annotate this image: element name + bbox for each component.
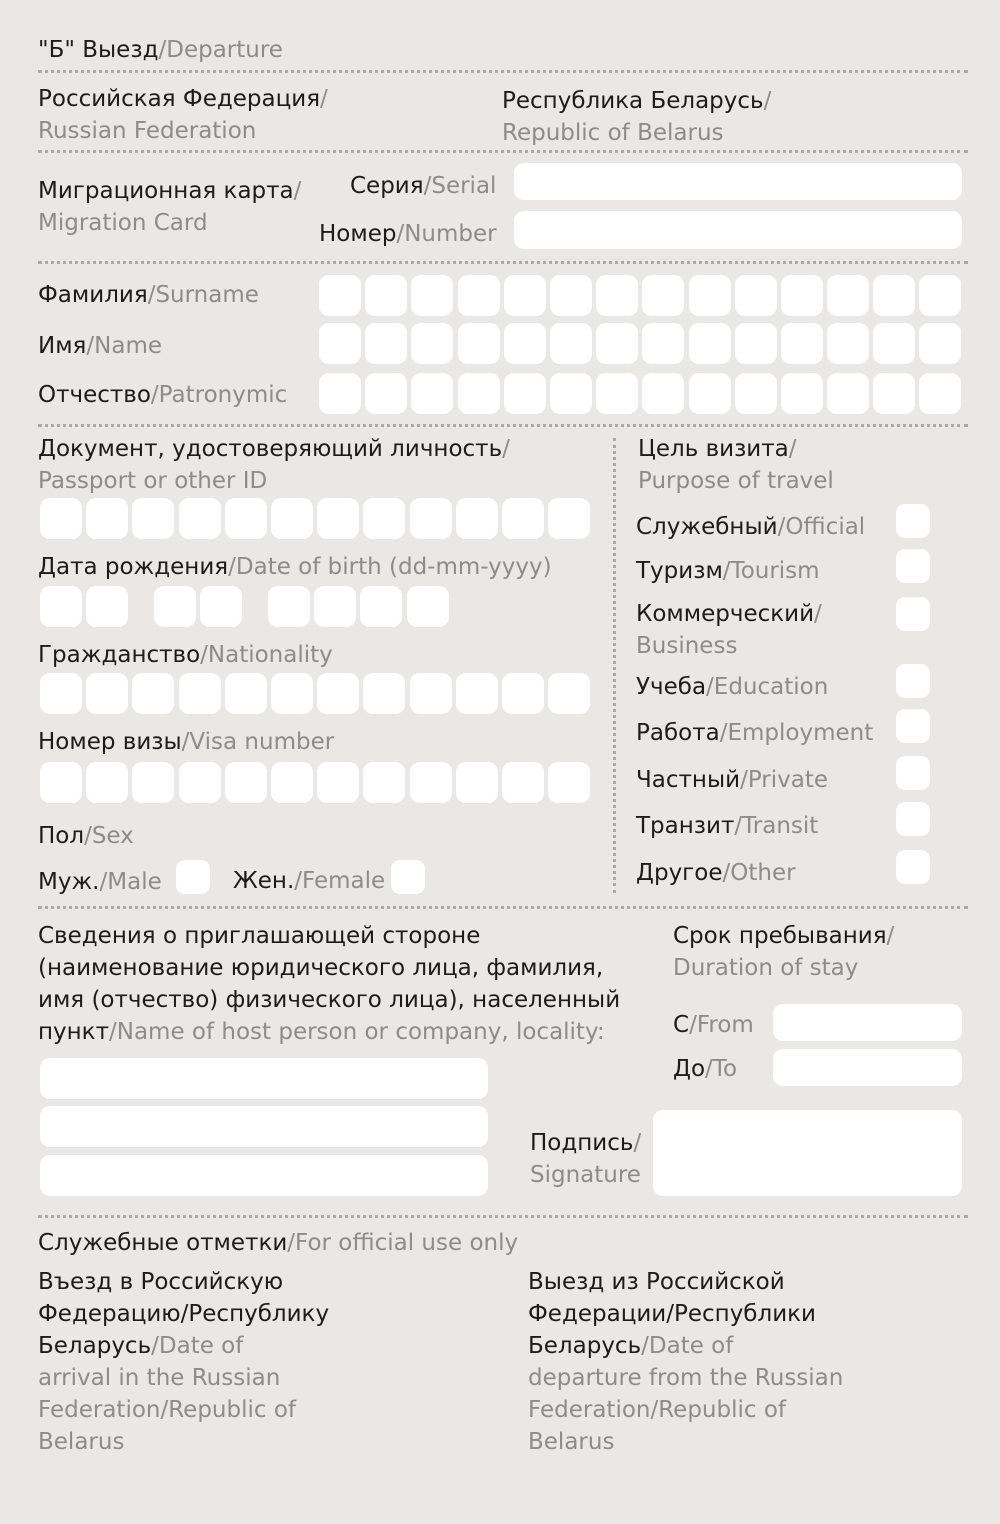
- divider: [38, 424, 968, 427]
- char-cell[interactable]: [548, 498, 590, 539]
- char-cell[interactable]: [642, 323, 684, 364]
- visa-cells[interactable]: [40, 762, 594, 803]
- name-label: Имя/Name: [38, 333, 163, 359]
- host-line-1: Сведения о приглашающей стороне: [38, 923, 481, 949]
- char-cell[interactable]: [919, 323, 961, 364]
- char-cell[interactable]: [86, 673, 128, 714]
- stay-title: Срок пребывания/ Duration of stay: [673, 920, 894, 984]
- stay-to-label: До/To: [673, 1056, 738, 1082]
- char-cell[interactable]: [456, 673, 498, 714]
- char-cell[interactable]: [40, 762, 82, 803]
- char-cell[interactable]: [550, 323, 592, 364]
- char-cell[interactable]: [548, 762, 590, 803]
- surname-en: Surname: [155, 282, 259, 308]
- char-cell[interactable]: [86, 498, 128, 539]
- purpose-education-ru: Учеба: [636, 674, 707, 700]
- departure-en-3: Federation/Republic of: [528, 1397, 787, 1423]
- surname-ru: Фамилия: [38, 282, 148, 308]
- signature-en: Signature: [530, 1162, 641, 1188]
- nationality-cells[interactable]: [40, 673, 594, 714]
- purpose-ru: Цель визита: [638, 436, 789, 462]
- char-cell[interactable]: [179, 498, 221, 539]
- male-label: Муж./Male: [38, 869, 162, 895]
- char-cell[interactable]: [179, 762, 221, 803]
- char-cell[interactable]: [827, 323, 869, 364]
- char-cell[interactable]: [86, 762, 128, 803]
- arrival-en-4: Belarus: [38, 1429, 125, 1455]
- char-cell[interactable]: [827, 275, 869, 316]
- arrival-ru-1: Въезд в Российскую: [38, 1269, 284, 1295]
- char-cell[interactable]: [873, 323, 915, 364]
- departure-en-4: Belarus: [528, 1429, 615, 1455]
- divider: [38, 1215, 968, 1218]
- departure-en-1: Date of: [648, 1333, 734, 1359]
- departure-ru-1: Выезд из Российской: [528, 1269, 785, 1295]
- char-cell[interactable]: [502, 762, 544, 803]
- char-cell[interactable]: [317, 762, 359, 803]
- char-cell[interactable]: [365, 275, 407, 316]
- arrival-en-1: Date of: [158, 1333, 244, 1359]
- char-cell[interactable]: [735, 373, 777, 414]
- number-en: Number: [404, 221, 497, 247]
- to-ru: До: [673, 1056, 706, 1082]
- serial-en: Serial: [431, 173, 497, 199]
- country-left: Российская Федерация/ Russian Federation: [38, 83, 328, 147]
- departure-stamp-label: Выезд из Российской Федерации/Республики Беларусь/Date of departure from the Russian Federation/Republic of Belarus: [528, 1266, 868, 1458]
- id-en: Passport or other ID: [38, 468, 268, 494]
- purpose-employment-checkbox[interactable]: [896, 709, 930, 743]
- dob-ru: Дата рождения: [38, 554, 229, 580]
- serial-ru: Серия: [350, 173, 424, 199]
- char-cell[interactable]: [689, 275, 731, 316]
- name-ru: Имя: [38, 333, 87, 359]
- char-cell[interactable]: [411, 323, 453, 364]
- char-cell[interactable]: [689, 373, 731, 414]
- char-cell[interactable]: [225, 498, 267, 539]
- name-cells[interactable]: [319, 323, 966, 364]
- dob-label: Дата рождения/Date of birth (dd-mm-yyyy): [38, 554, 552, 580]
- char-cell[interactable]: [502, 498, 544, 539]
- char-cell[interactable]: [410, 498, 452, 539]
- purpose-other-en: Other: [730, 860, 796, 886]
- purpose-tourism: Туризм/Tourism: [636, 558, 820, 584]
- purpose-employment-en: Employment: [727, 720, 874, 746]
- char-cell[interactable]: [363, 673, 405, 714]
- migration-card-label: Миграционная карта/ Migration Card: [38, 175, 301, 239]
- char-cell[interactable]: [781, 275, 823, 316]
- char-cell[interactable]: [360, 586, 402, 627]
- id-cells[interactable]: [40, 498, 594, 539]
- host-input-1[interactable]: [40, 1058, 488, 1099]
- purpose-employment-ru: Работа: [636, 720, 720, 746]
- char-cell[interactable]: [458, 323, 500, 364]
- purpose-private: Частный/Private: [636, 767, 828, 793]
- char-cell[interactable]: [919, 373, 961, 414]
- from-ru: С: [673, 1012, 690, 1038]
- arrival-stamp-label: Въезд в Российскую Федерацию/Республику Беларусь/Date of arrival in the Russian Federation/Republic of Belarus: [38, 1266, 368, 1458]
- departure-en-2: departure from the Russian: [528, 1365, 844, 1391]
- char-cell[interactable]: [456, 762, 498, 803]
- surname-cells[interactable]: [319, 275, 966, 316]
- purpose-education-en: Education: [713, 674, 829, 700]
- char-cell[interactable]: [40, 673, 82, 714]
- arrival-en-3: Federation/Republic of: [38, 1397, 297, 1423]
- char-cell[interactable]: [550, 373, 592, 414]
- number-ru: Номер: [319, 221, 397, 247]
- char-cell[interactable]: [200, 586, 242, 627]
- char-cell[interactable]: [319, 275, 361, 316]
- char-cell[interactable]: [502, 673, 544, 714]
- serial-label: Серия/Serial: [350, 173, 497, 199]
- char-cell[interactable]: [411, 275, 453, 316]
- migration-card-en: Migration Card: [38, 210, 208, 236]
- char-cell[interactable]: [504, 275, 546, 316]
- purpose-employment: Работа/Employment: [636, 720, 874, 746]
- purpose-business-checkbox[interactable]: [896, 597, 930, 631]
- purpose-title: Цель визита/ Purpose of travel: [638, 433, 834, 497]
- female-en: Female: [302, 868, 386, 894]
- char-cell[interactable]: [40, 586, 82, 627]
- stay-from-label: С/From: [673, 1012, 754, 1038]
- official-en: For official use only: [295, 1230, 519, 1256]
- purpose-education: Учеба/Education: [636, 674, 829, 700]
- purpose-transit: Транзит/Transit: [636, 813, 819, 839]
- char-cell[interactable]: [317, 498, 359, 539]
- nationality-ru: Гражданство: [38, 642, 201, 668]
- char-cell[interactable]: [154, 586, 196, 627]
- char-cell[interactable]: [271, 762, 313, 803]
- purpose-private-en: Private: [747, 767, 828, 793]
- number-label: Номер/Number: [319, 221, 497, 247]
- title-ru: "Б" Выезд: [38, 37, 159, 63]
- char-cell[interactable]: [271, 673, 313, 714]
- male-checkbox[interactable]: [176, 860, 210, 894]
- divider: [38, 70, 968, 73]
- char-cell[interactable]: [314, 586, 356, 627]
- dob-year-cells[interactable]: [268, 586, 453, 627]
- host-input-3[interactable]: [40, 1155, 488, 1196]
- char-cell[interactable]: [642, 373, 684, 414]
- departure-ru-3: Беларусь: [528, 1333, 642, 1359]
- visa-label: Номер визы/Visa number: [38, 729, 335, 755]
- divider: [38, 906, 968, 909]
- char-cell[interactable]: [873, 373, 915, 414]
- purpose-business-ru: Коммерческий: [636, 601, 815, 627]
- stay-from-input[interactable]: [773, 1004, 962, 1041]
- char-cell[interactable]: [407, 586, 449, 627]
- to-en: To: [712, 1056, 738, 1082]
- char-cell[interactable]: [132, 498, 174, 539]
- number-input[interactable]: [514, 211, 962, 249]
- char-cell[interactable]: [458, 275, 500, 316]
- official-ru: Служебные отметки: [38, 1230, 288, 1256]
- char-cell[interactable]: [410, 762, 452, 803]
- purpose-business-en: Business: [636, 633, 738, 659]
- char-cell[interactable]: [132, 762, 174, 803]
- char-cell[interactable]: [458, 373, 500, 414]
- dob-en: Date of birth (dd-mm-yyyy): [235, 554, 552, 580]
- purpose-official-checkbox[interactable]: [896, 504, 930, 538]
- arrival-ru-2: Федерацию/Республику: [38, 1301, 330, 1327]
- country-right: Республика Беларусь/ Republic of Belarus: [502, 85, 771, 149]
- char-cell[interactable]: [504, 373, 546, 414]
- purpose-official: Служебный/Official: [636, 514, 866, 540]
- title-en: Departure: [166, 37, 283, 63]
- host-line-3: имя (отчество) физического лица), населенный: [38, 987, 621, 1013]
- char-cell[interactable]: [596, 275, 638, 316]
- patronymic-ru: Отчество: [38, 382, 151, 408]
- visa-en: Visa number: [189, 729, 335, 755]
- sex-label: Пол/Sex: [38, 823, 134, 849]
- host-line-4-ru: пункт: [38, 1019, 109, 1045]
- host-input-2[interactable]: [40, 1106, 488, 1147]
- char-cell[interactable]: [268, 586, 310, 627]
- purpose-transit-checkbox[interactable]: [896, 802, 930, 836]
- male-en: Male: [107, 869, 162, 895]
- signature-ru: Подпись: [530, 1130, 634, 1156]
- char-cell[interactable]: [319, 373, 361, 414]
- purpose-other-ru: Другое: [636, 860, 723, 886]
- from-en: From: [696, 1012, 754, 1038]
- char-cell[interactable]: [317, 673, 359, 714]
- char-cell[interactable]: [225, 673, 267, 714]
- female-label: Жен./Female: [233, 868, 386, 894]
- column-divider: [613, 438, 616, 893]
- official-title: Служебные отметки/For official use only: [38, 1230, 519, 1256]
- id-ru: Документ, удостоверяющий личность: [38, 436, 503, 462]
- char-cell[interactable]: [410, 673, 452, 714]
- female-checkbox[interactable]: [391, 860, 425, 894]
- char-cell[interactable]: [596, 323, 638, 364]
- char-cell[interactable]: [363, 498, 405, 539]
- char-cell[interactable]: [319, 323, 361, 364]
- char-cell[interactable]: [781, 323, 823, 364]
- nationality-label: Гражданство/Nationality: [38, 642, 333, 668]
- purpose-transit-ru: Транзит: [636, 813, 735, 839]
- char-cell[interactable]: [363, 762, 405, 803]
- nationality-en: Nationality: [207, 642, 333, 668]
- id-label: Документ, удостоверяющий личность/ Passport or other ID: [38, 433, 510, 497]
- patronymic-label: Отчество/Patronymic: [38, 382, 288, 408]
- dob-month-cells[interactable]: [154, 586, 246, 627]
- surname-label: Фамилия/Surname: [38, 282, 259, 308]
- char-cell[interactable]: [873, 275, 915, 316]
- arrival-en-2: arrival in the Russian: [38, 1365, 281, 1391]
- female-ru: Жен.: [233, 868, 295, 894]
- country-right-en: Republic of Belarus: [502, 120, 724, 146]
- char-cell[interactable]: [365, 323, 407, 364]
- char-cell[interactable]: [735, 323, 777, 364]
- char-cell[interactable]: [411, 373, 453, 414]
- char-cell[interactable]: [225, 762, 267, 803]
- char-cell[interactable]: [689, 323, 731, 364]
- stay-ru: Срок пребывания: [673, 923, 887, 949]
- host-label: Сведения о приглашающей стороне (наименование юридического лица, фамилия, имя (отчество) физического лица), населенный пункт/Name of host person or company, locality:: [38, 920, 638, 1048]
- host-line-2: (наименование юридического лица, фамилия,: [38, 955, 604, 981]
- dob-day-cells[interactable]: [40, 586, 132, 627]
- signature-field[interactable]: [653, 1110, 962, 1196]
- char-cell[interactable]: [596, 373, 638, 414]
- purpose-official-ru: Служебный: [636, 514, 778, 540]
- purpose-private-checkbox[interactable]: [896, 756, 930, 790]
- patronymic-en: Patronymic: [158, 382, 288, 408]
- purpose-other: Другое/Other: [636, 860, 796, 886]
- char-cell[interactable]: [642, 275, 684, 316]
- char-cell[interactable]: [271, 498, 313, 539]
- char-cell[interactable]: [781, 373, 823, 414]
- char-cell[interactable]: [86, 586, 128, 627]
- purpose-tourism-ru: Туризм: [636, 558, 723, 584]
- char-cell[interactable]: [735, 275, 777, 316]
- stay-to-input[interactable]: [773, 1049, 962, 1086]
- char-cell[interactable]: [548, 673, 590, 714]
- stay-en: Duration of stay: [673, 955, 859, 981]
- sex-en: Sex: [91, 823, 134, 849]
- char-cell[interactable]: [504, 323, 546, 364]
- visa-ru: Номер визы: [38, 729, 182, 755]
- divider: [38, 261, 968, 264]
- sex-ru: Пол: [38, 823, 85, 849]
- purpose-other-checkbox[interactable]: [896, 850, 930, 884]
- char-cell[interactable]: [179, 673, 221, 714]
- char-cell[interactable]: [132, 673, 174, 714]
- purpose-transit-en: Transit: [742, 813, 819, 839]
- purpose-education-checkbox[interactable]: [896, 664, 930, 698]
- purpose-en: Purpose of travel: [638, 468, 834, 494]
- divider: [38, 150, 968, 153]
- signature-label: Подпись/ Signature: [530, 1127, 641, 1191]
- country-right-ru: Республика Беларусь: [502, 88, 764, 114]
- char-cell[interactable]: [827, 373, 869, 414]
- char-cell[interactable]: [456, 498, 498, 539]
- purpose-tourism-en: Tourism: [730, 558, 820, 584]
- arrival-ru-3: Беларусь: [38, 1333, 152, 1359]
- host-line-4-en: Name of host person or company, locality:: [116, 1019, 605, 1045]
- char-cell[interactable]: [365, 373, 407, 414]
- form-title: "Б" Выезд/Departure: [38, 37, 283, 63]
- country-left-en: Russian Federation: [38, 118, 257, 144]
- migration-card-ru: Миграционная карта: [38, 178, 294, 204]
- purpose-business: Коммерческий/ Business: [636, 598, 822, 662]
- char-cell[interactable]: [550, 275, 592, 316]
- purpose-official-en: Official: [785, 514, 866, 540]
- serial-input[interactable]: [514, 163, 962, 200]
- patronymic-cells[interactable]: [319, 373, 966, 414]
- country-left-ru: Российская Федерация: [38, 86, 321, 112]
- male-ru: Муж.: [38, 869, 100, 895]
- purpose-private-ru: Частный: [636, 767, 741, 793]
- char-cell[interactable]: [40, 498, 82, 539]
- purpose-tourism-checkbox[interactable]: [896, 549, 930, 583]
- name-en: Name: [94, 333, 163, 359]
- departure-ru-2: Федерации/Республики: [528, 1301, 816, 1327]
- char-cell[interactable]: [919, 275, 961, 316]
